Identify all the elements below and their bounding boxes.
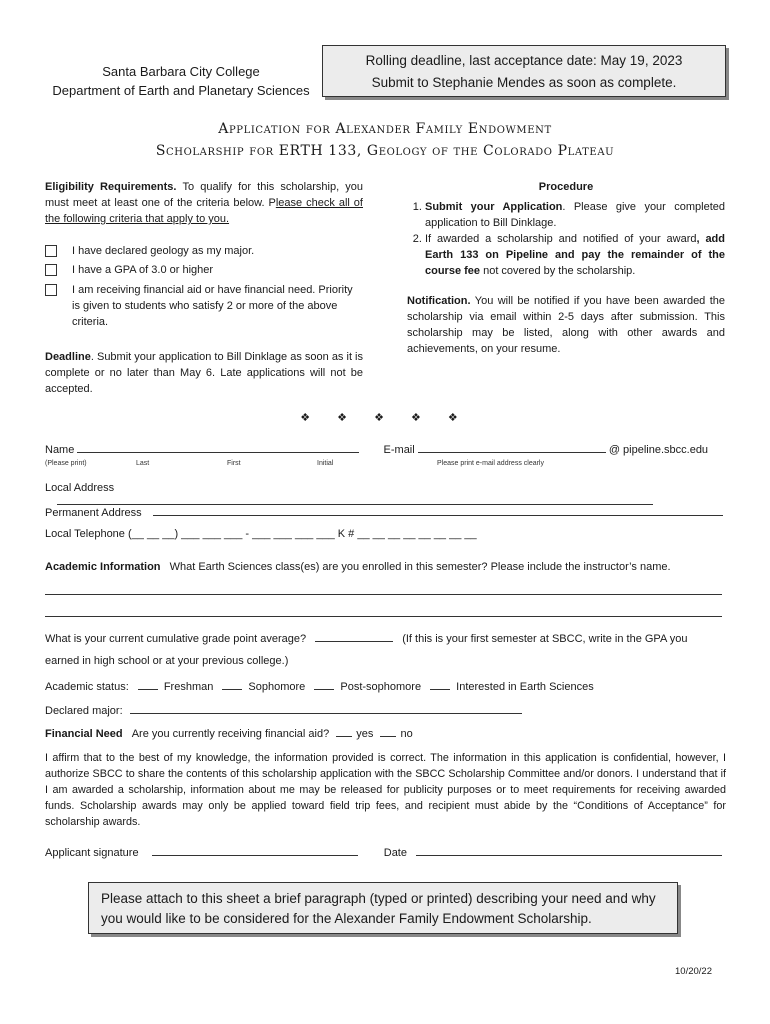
status-option: Post-sophomore [340, 681, 422, 693]
checkbox[interactable] [45, 284, 57, 296]
eligibility-text [45, 179, 363, 227]
step2-end: not covered by the scholarship. [480, 265, 636, 277]
status-blank[interactable] [222, 679, 242, 690]
status-label: Academic status: [45, 681, 129, 693]
telephone-label: Local Telephone [45, 528, 125, 540]
academic-row [45, 561, 725, 573]
major-field[interactable] [130, 703, 522, 714]
notification-heading: Notification. [407, 295, 471, 307]
step2-bold: , add Earth 133 on Pipeline and pay the remainder of the course fee [425, 233, 725, 277]
checkbox[interactable] [45, 245, 57, 257]
notification-text: You will be notified if you have been awarded the scholarship via email within 2-5 days after submission. This scholarship may be listed, along with other awards and achievements, on your resume. [407, 295, 725, 355]
status-blank[interactable] [138, 679, 158, 690]
criteria-label: I am receiving financial aid or have financial need. Priority is given to students who satisfy 2 or more of the above criteria. [72, 284, 353, 328]
step2-text: If awarded a scholarship and notified of your award [425, 233, 697, 245]
academic-heading: Academic Information [45, 561, 161, 573]
gpa-field[interactable] [315, 631, 393, 642]
procedure-list [407, 199, 725, 279]
major-row [45, 703, 725, 717]
k-number-field[interactable]: __ __ __ __ __ __ __ __ [357, 528, 477, 540]
permanent-address-row [45, 505, 725, 519]
email-field[interactable] [418, 442, 606, 453]
eligibility-section [45, 179, 363, 397]
local-address-field[interactable] [57, 494, 653, 505]
academic-question: What Earth Sciences class(es) are you enrolled in this semester? Please include the instructor’s name. [169, 561, 671, 573]
procedure-heading: Procedure [538, 181, 594, 193]
step1-bold: Submit your Application [425, 201, 563, 213]
deadline-line2: Submit to Stephanie Mendes as soon as complete. [371, 75, 677, 90]
college-name: Santa Barbara City College [102, 64, 260, 79]
deadline-text: . Submit your application to Bill Dinklage as soon as it is complete or no later than May 6. Late applications will not be accepted. [45, 351, 363, 395]
permanent-address-field[interactable] [153, 505, 723, 516]
checkbox[interactable] [45, 264, 57, 276]
criteria-item [45, 262, 363, 278]
signature-row [45, 845, 725, 859]
k-number-label: K # [337, 528, 355, 540]
attach-note: Please attach to this sheet a brief paragraph (typed or printed) describing your need and why you would like to be considered for the Alexander Family Endowment Scholarship. [88, 882, 678, 934]
courses-line-2[interactable] [45, 616, 722, 617]
email-hint: Please print e-mail address clearly [437, 460, 544, 467]
criteria-item [45, 282, 363, 330]
title-line2: Scholarship for ERTH 133, Geology of the Colorado Plateau [155, 143, 615, 159]
financial-heading: Financial Need [45, 728, 123, 740]
gpa-question: What is your current cumulative grade point average? [45, 633, 307, 645]
revision-date: 10/20/22 [675, 966, 712, 977]
name-field[interactable] [77, 442, 359, 453]
name-hint-initial: Initial [317, 460, 334, 467]
eligibility-heading: Eligibility Requirements. [45, 181, 177, 193]
no-label: no [400, 728, 413, 740]
email-label: E-mail [383, 444, 415, 456]
status-blank[interactable] [430, 679, 450, 690]
deadline-note [45, 349, 363, 397]
major-label: Declared major: [45, 705, 123, 717]
signature-label: Applicant signature [45, 847, 139, 859]
criteria-label: I have a GPA of 3.0 or higher [72, 264, 214, 276]
status-option: Interested in Earth Sciences [456, 681, 594, 693]
name-row [45, 442, 725, 456]
deadline-box [322, 45, 726, 97]
yes-blank[interactable] [336, 726, 352, 737]
department-name: Department of Earth and Planetary Sciences [52, 83, 310, 98]
status-row [45, 679, 725, 693]
name-hint-last: Last [136, 460, 150, 467]
eligibility-underlined: lease check all of the following criteria that apply to you. [45, 197, 363, 225]
criteria-item [45, 243, 363, 259]
status-option: Freshman [163, 681, 214, 693]
criteria-label: I have declared geology as my major. [72, 245, 255, 257]
status-blank[interactable] [314, 679, 334, 690]
procedure-section [407, 179, 725, 357]
email-domain: @ pipeline.sbcc.edu [608, 444, 709, 456]
financial-row [45, 726, 725, 740]
date-label: Date [383, 847, 407, 859]
telephone-row [45, 528, 725, 540]
procedure-step [425, 231, 725, 279]
status-option: Sophomore [248, 681, 306, 693]
name-hint-first: First [227, 460, 241, 467]
gpa-note: (If this is your first semester at SBCC, write in the GPA you [402, 633, 688, 645]
deadline-line1: Rolling deadline, last acceptance date: May 19, 2023 [365, 53, 683, 68]
name-hint-print: (Please print) [45, 460, 87, 467]
step1-text: . Please give your completed application to Bill Dinklage. [425, 201, 725, 229]
gpa-note2: earned in high school or at your previous college.) [45, 655, 289, 667]
yes-label: yes [356, 728, 374, 740]
permanent-address-label: Permanent Address [45, 507, 142, 519]
eligibility-intro: To qualify for this scholarship, you must meet at least one of the criteria below. P [45, 181, 364, 209]
no-blank[interactable] [380, 726, 396, 737]
section-divider: ❖ ❖ ❖ ❖ ❖ [300, 412, 470, 424]
deadline-heading: Deadline [45, 351, 91, 363]
local-address-label: Local Address [45, 482, 115, 494]
affirmation-statement: I affirm that to the best of my knowledge, the information provided is correct. The information in this application is confidential, however, I authorize SBCC to share the contents of this scholarship application with the SBCC Scholarship Committee and/or donors. I understand that if I am awarded a scholarship, information about me may be released for publicity purposes or to meet requirements for receiving awarded funds. Scholarship awards may only be applied toward field trip fees, and recipient must abide by the “Conditions of Acceptance” for scholarship awards. [45, 752, 726, 828]
name-label: Name [45, 444, 75, 456]
gpa-row [45, 631, 725, 645]
college-header [45, 62, 317, 100]
title-line1: Application for Alexander Family Endowment [218, 121, 552, 137]
courses-line-1[interactable] [45, 594, 722, 595]
date-field[interactable] [416, 845, 722, 856]
phone-field[interactable]: (__ __ __) ___ ___ ___ - ___ ___ ___ ___ [127, 528, 335, 540]
signature-field[interactable] [152, 845, 358, 856]
financial-question: Are you currently receiving financial aid? [131, 728, 330, 740]
notification [407, 293, 725, 357]
procedure-step [425, 199, 725, 231]
